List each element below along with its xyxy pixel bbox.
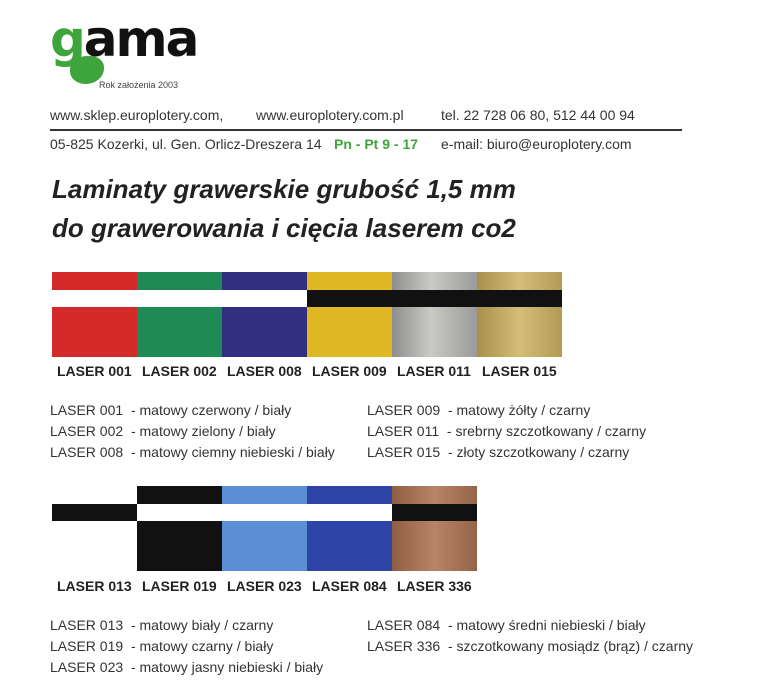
laminate-description: [50, 659, 323, 675]
website-link[interactable]: www.europlotery.com.pl: [256, 107, 404, 123]
swatch-top-layer: [477, 272, 562, 290]
laminate-code: LASER 009: [367, 402, 441, 418]
swatch-bottom-layer: [222, 307, 307, 357]
swatch-top-layer: [222, 486, 307, 504]
laminate-swatch: [392, 272, 477, 357]
swatch-label: LASER 015: [482, 363, 557, 379]
swatch-bottom-layer: [137, 521, 222, 571]
swatch-label: LASER 019: [142, 578, 217, 594]
swatch-mid-layer: [307, 290, 392, 307]
swatch-bottom-layer: [477, 307, 562, 357]
divider: [50, 129, 682, 131]
laminate-description: [50, 617, 273, 633]
laminate-swatch: [307, 486, 392, 571]
swatch-bottom-layer: [392, 521, 477, 571]
laminate-code: LASER 008: [50, 444, 124, 460]
laminate-code: LASER 002: [50, 423, 124, 439]
swatch-mid-layer: [477, 290, 562, 307]
laminate-code: LASER 015: [367, 444, 441, 460]
swatch-label: LASER 002: [142, 363, 217, 379]
swatch-label: LASER 011: [397, 363, 471, 379]
swatch-label: LASER 336: [397, 578, 472, 594]
swatch-label: LASER 084: [312, 578, 387, 594]
swatch-label: LASER 001: [57, 363, 132, 379]
swatch-label: LASER 013: [57, 578, 132, 594]
website-shop-link[interactable]: www.sklep.europlotery.com,: [50, 107, 224, 123]
laminate-swatch: [222, 272, 307, 357]
swatch-mid-layer: [52, 290, 137, 307]
swatch-bottom-layer: [307, 307, 392, 357]
laminate-colors: - złoty szczotkowany / czarny: [447, 444, 630, 460]
phone-text: tel. 22 728 06 80, 512 44 00 94: [441, 107, 635, 123]
page-title-line1: Laminaty grawerskie grubość 1,5 mm: [52, 174, 516, 204]
laminate-swatch: [52, 486, 137, 571]
laminate-code: LASER 084: [367, 617, 441, 633]
laminate-swatch: [137, 486, 222, 571]
laminate-swatch: [307, 272, 392, 357]
swatch-mid-layer: [392, 290, 477, 307]
laminate-colors: - matowy biały / czarny: [130, 617, 274, 633]
swatch-top-layer: [222, 272, 307, 290]
swatch-top-layer: [307, 272, 392, 290]
swatch-bottom-layer: [392, 307, 477, 357]
address-text: 05-825 Kozerki, ul. Gen. Orlicz-Dreszera 14: [50, 136, 322, 152]
laminate-swatch: [477, 272, 562, 357]
laminate-description: [50, 423, 276, 439]
laminate-description: [50, 444, 335, 460]
laminate-swatch: [52, 272, 137, 357]
swatch-mid-layer: [52, 504, 137, 521]
laminate-code: LASER 011: [367, 423, 440, 439]
swatch-mid-layer: [222, 290, 307, 307]
laminate-colors: - matowy średni niebieski / biały: [447, 617, 646, 633]
laminate-swatch: [222, 486, 307, 571]
laminate-code: LASER 336: [367, 638, 441, 654]
swatch-bottom-layer: [52, 521, 137, 571]
laminate-code: LASER 023: [50, 659, 124, 675]
laminate-colors: - szczotkowany mosiądz (brąz) / czarny: [447, 638, 694, 654]
laminate-code: LASER 013: [50, 617, 124, 633]
laminate-colors: - matowy zielony / biały: [130, 423, 276, 439]
laminate-code: LASER 001: [50, 402, 124, 418]
swatch-bottom-layer: [52, 307, 137, 357]
swatch-top-layer: [137, 486, 222, 504]
laminate-description: [50, 402, 291, 418]
hours-text: Pn - Pt 9 - 17: [334, 136, 419, 152]
swatch-mid-layer: [307, 504, 392, 521]
laminate-description: [367, 617, 646, 633]
laminate-colors: - srebrny szczotkowany / czarny: [446, 423, 647, 439]
founded-text: Rok założenia 2003: [99, 80, 179, 90]
laminate-description: [367, 444, 629, 460]
laminate-description: [50, 638, 273, 654]
laminate-colors: - matowy żółty / czarny: [447, 402, 591, 418]
swatch-bottom-layer: [222, 521, 307, 571]
swatch-top-layer: [52, 486, 137, 504]
email-text: e-mail: biuro@europlotery.com: [441, 136, 632, 152]
logo: gama: [50, 10, 198, 68]
laminate-colors: - matowy czerwony / biały: [130, 402, 292, 418]
laminate-description: [367, 402, 590, 418]
swatch-top-layer: [137, 272, 222, 290]
page-title-line2: do grawerowania i cięcia laserem co2: [52, 213, 516, 243]
swatch-mid-layer: [137, 504, 222, 521]
laminate-swatch: [392, 486, 477, 571]
laminate-colors: - matowy jasny niebieski / biały: [130, 659, 324, 675]
laminate-colors: - matowy ciemny niebieski / biały: [130, 444, 335, 460]
swatch-mid-layer: [137, 290, 222, 307]
swatch-bottom-layer: [307, 521, 392, 571]
swatch-top-layer: [392, 486, 477, 504]
swatch-label: LASER 008: [227, 363, 302, 379]
swatch-mid-layer: [222, 504, 307, 521]
swatch-top-layer: [307, 486, 392, 504]
laminate-description: [367, 423, 646, 439]
laminate-colors: - matowy czarny / biały: [130, 638, 274, 654]
laminate-swatch: [137, 272, 222, 357]
laminate-description: [367, 638, 693, 654]
swatch-top-layer: [392, 272, 477, 290]
swatch-top-layer: [52, 272, 137, 290]
swatch-bottom-layer: [137, 307, 222, 357]
swatch-label: LASER 009: [312, 363, 387, 379]
swatch-label: LASER 023: [227, 578, 302, 594]
swatch-mid-layer: [392, 504, 477, 521]
laminate-code: LASER 019: [50, 638, 124, 654]
